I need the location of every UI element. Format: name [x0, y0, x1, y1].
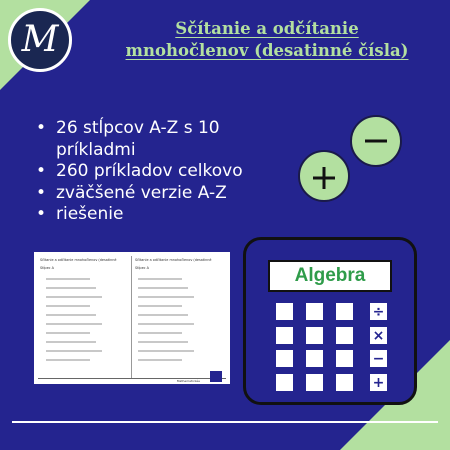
preview-problem-line	[138, 323, 194, 325]
preview-column-label-right: Stĺpec A	[135, 266, 149, 270]
preview-problem-line	[46, 323, 102, 325]
feature-item: • zväčšené verzie A-Z	[34, 183, 274, 205]
multiply-key-icon: ×	[370, 327, 387, 344]
title-line-2: mnohočlenov (desatinné čísla)	[125, 41, 409, 60]
calculator-screen	[268, 260, 392, 292]
calculator-key	[336, 303, 353, 320]
preview-problem-line	[46, 359, 90, 361]
preview-header-right: Sčítanie a odčítanie mnohočlenov (desatinné	[135, 258, 212, 262]
preview-problem-line	[46, 314, 96, 316]
feature-item: • 260 príkladov celkovo	[34, 161, 274, 183]
title-line-1: Sčítanie a odčítanie	[175, 19, 359, 38]
preview-problem-line	[138, 350, 194, 352]
preview-header-left: Sčítanie a odčítanie mnohočlenov (desatinné	[40, 258, 117, 262]
preview-problem-line	[46, 332, 90, 334]
preview-problem-line	[46, 341, 96, 343]
preview-problem-line	[138, 332, 182, 334]
preview-problem-line	[46, 296, 102, 298]
divide-key-icon: ÷	[370, 303, 387, 320]
preview-problem-line	[138, 278, 182, 280]
minus-key-icon: −	[370, 350, 387, 367]
plus-key-icon: +	[370, 374, 387, 391]
preview-footer-text: Mathematickée	[176, 379, 200, 383]
preview-problem-line	[138, 305, 182, 307]
preview-problem-line	[138, 314, 188, 316]
feature-item: • 26 stĺpcov A-Z s 10 príkladmi	[34, 118, 274, 161]
plus-icon	[298, 150, 350, 202]
preview-problem-line	[46, 287, 96, 289]
calculator-key	[306, 374, 323, 391]
logo	[8, 8, 72, 72]
preview-column-label-left: Stĺpec A	[40, 266, 54, 270]
preview-problem-line	[46, 350, 102, 352]
calculator-key	[276, 350, 293, 367]
calculator-key	[276, 327, 293, 344]
feature-item: • riešenie	[34, 204, 274, 226]
preview-problem-line	[46, 305, 90, 307]
calculator-icon	[243, 237, 417, 405]
preview-problem-line	[138, 287, 188, 289]
preview-problem-line	[138, 341, 188, 343]
calculator-key	[306, 327, 323, 344]
minus-icon	[350, 115, 402, 167]
calculator-screen-text: Algebra	[294, 265, 366, 286]
preview-problem-line	[138, 296, 194, 298]
preview-problem-line	[46, 278, 90, 280]
feature-list	[34, 118, 274, 226]
preview-divider	[131, 256, 132, 378]
page-title	[92, 18, 442, 62]
bottom-divider	[12, 421, 438, 423]
calculator-key	[306, 350, 323, 367]
calculator-key	[336, 374, 353, 391]
calculator-key	[306, 303, 323, 320]
calculator-key	[276, 374, 293, 391]
calculator-key	[276, 303, 293, 320]
worksheet-preview	[34, 252, 230, 384]
calculator-key	[336, 350, 353, 367]
calculator-key	[336, 327, 353, 344]
logo-letter: M	[21, 19, 59, 60]
preview-problem-line	[138, 359, 182, 361]
preview-calculator-icon	[210, 371, 222, 382]
